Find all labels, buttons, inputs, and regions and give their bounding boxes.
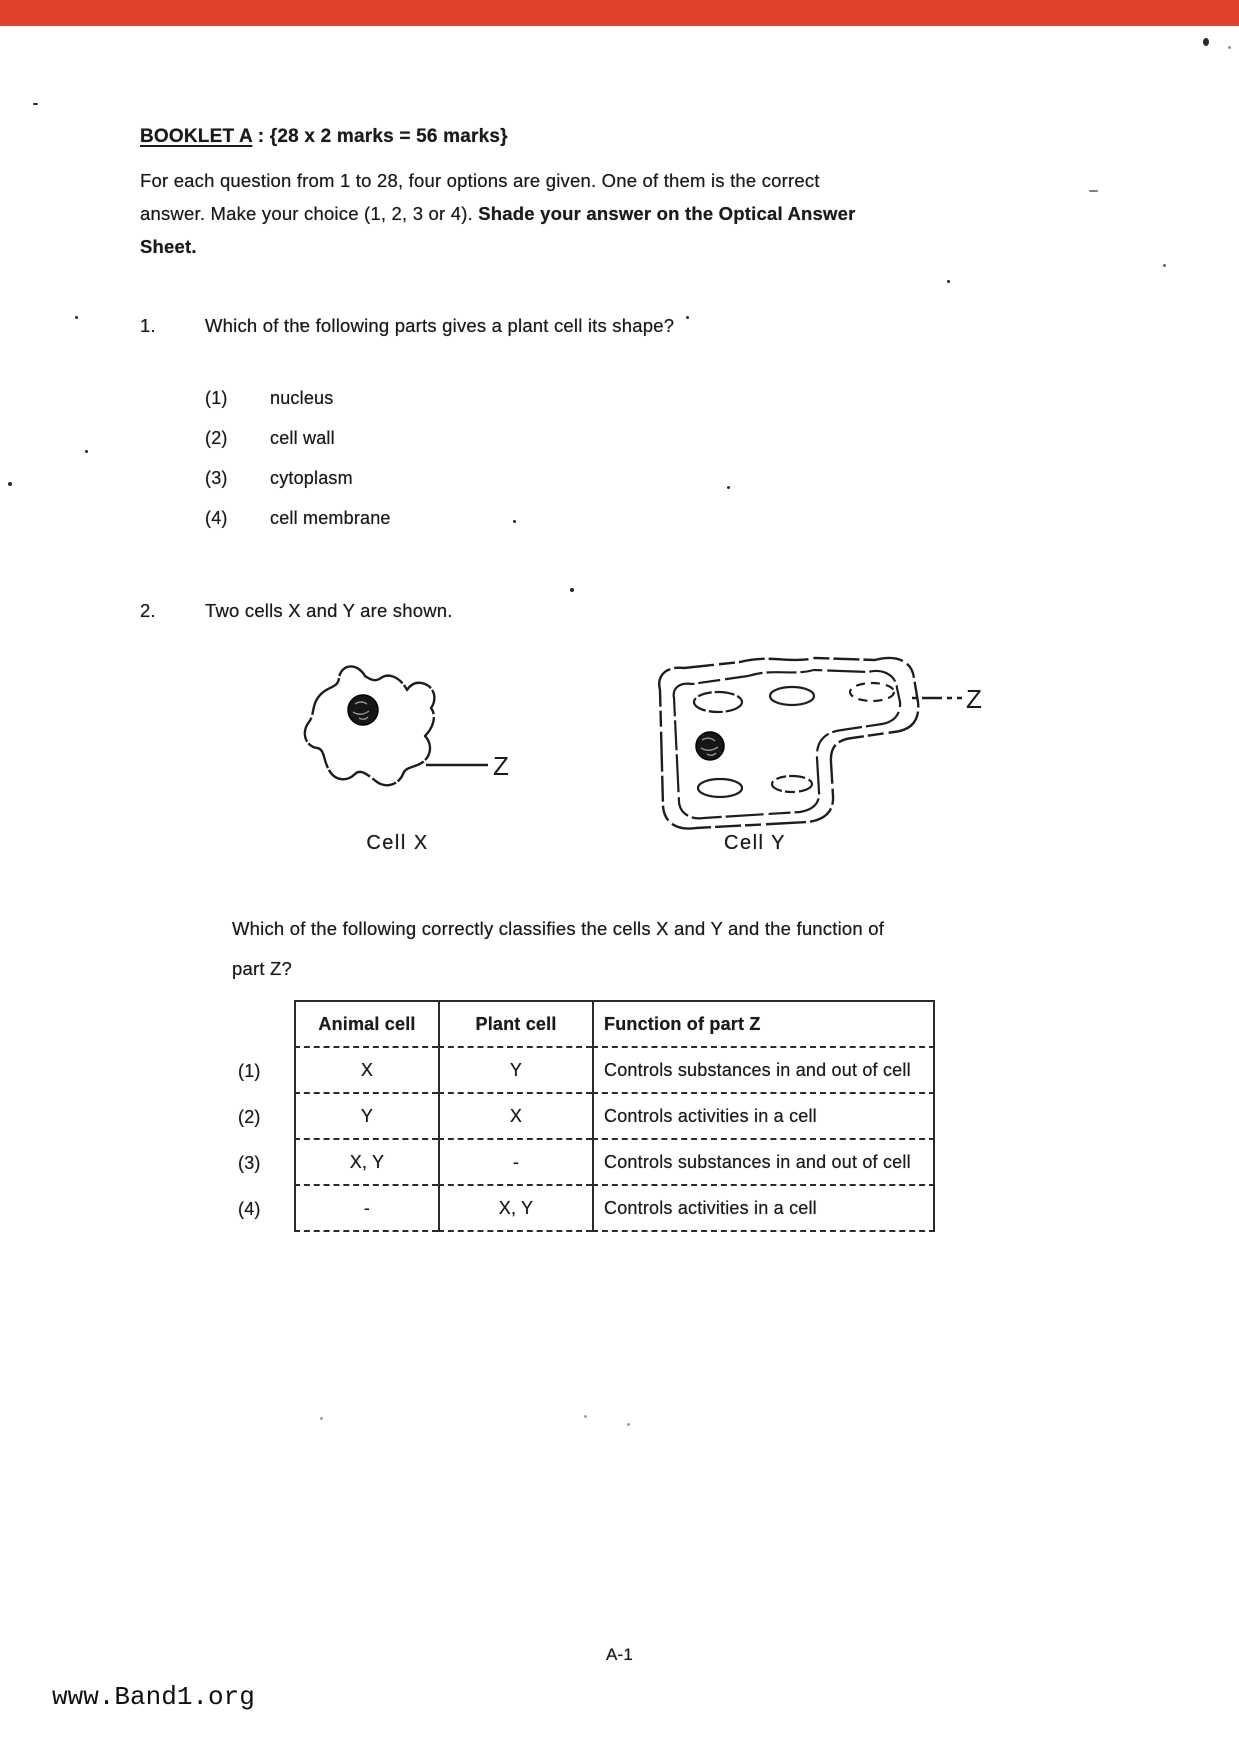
scan-speckle <box>1163 264 1166 267</box>
scan-speckle <box>33 103 38 105</box>
question1-text: Which of the following parts gives a plant cell its shape? <box>205 315 675 336</box>
row-plant-value: X <box>438 1094 592 1140</box>
row-option-num: (2) <box>238 1106 261 1127</box>
scan-speckle <box>8 482 12 486</box>
question2-subtext-line1: Which of the following correctly classifies the cells X and Y and the function of <box>232 918 885 939</box>
cell-x-nucleus <box>348 695 378 725</box>
instructions-line1: For each question from 1 to 28, four options are given. One of them is the correct <box>140 170 820 191</box>
row-function-value: Controls substances in and out of cell <box>592 1140 935 1186</box>
row-function-value: Controls activities in a cell <box>592 1186 935 1232</box>
q1-option4-label: cell membrane <box>270 508 391 528</box>
classification-table <box>238 1000 935 1232</box>
scan-speckle <box>727 486 730 489</box>
cell-x-diagram <box>285 648 510 833</box>
scan-speckle <box>570 588 574 592</box>
watermark-url: www.Band1.org <box>52 1682 255 1712</box>
row-option-num: (1) <box>238 1060 261 1081</box>
instructions-line2: answer. Make your choice (1, 2, 3 or 4). Shade your answer on the Optical Answer <box>140 203 856 224</box>
header-function: Function of part Z <box>592 1000 935 1048</box>
row-animal-value: X <box>294 1048 438 1094</box>
scan-speckle <box>320 1417 323 1420</box>
cell-y-caption: Cell Y <box>724 832 786 854</box>
scan-speckle <box>513 520 516 523</box>
row-plant-value: - <box>438 1140 592 1186</box>
row-function-value: Controls substances in and out of cell <box>592 1048 935 1094</box>
booklet-marks: : {28 x 2 marks = 56 marks} <box>252 126 508 147</box>
booklet-header <box>140 126 508 148</box>
table-row <box>238 1140 935 1186</box>
page-number: A-1 <box>605 1645 634 1664</box>
cell-y-part-z-label: Z <box>966 684 982 714</box>
cell-y-organelle <box>770 687 814 705</box>
scan-speckle <box>1203 38 1209 46</box>
table-row <box>238 1048 935 1094</box>
cell-y-organelle <box>850 683 894 701</box>
instructions-line3: Sheet. <box>140 236 197 257</box>
header-animal-cell: Animal cell <box>294 1000 438 1048</box>
question2-subtext-line2: part Z? <box>232 958 293 979</box>
cell-x-part-z-label: Z <box>493 751 509 781</box>
scan-speckle <box>75 316 78 319</box>
row-plant-value: Y <box>438 1048 592 1094</box>
header-plant-cell: Plant cell <box>438 1000 592 1048</box>
row-animal-value: - <box>294 1186 438 1232</box>
cell-y-organelle <box>772 776 812 792</box>
scan-speckle <box>686 316 689 319</box>
scan-speckle <box>1089 190 1098 192</box>
scan-speckle <box>947 280 950 283</box>
table-row <box>238 1094 935 1140</box>
scan-speckle <box>85 450 88 453</box>
table-header-row <box>238 1000 935 1048</box>
cell-x-caption: Cell X <box>366 832 429 854</box>
row-option-num: (3) <box>238 1152 261 1173</box>
row-option-num: (4) <box>238 1198 261 1219</box>
cell-y-organelle <box>694 692 742 712</box>
row-plant-value: X, Y <box>438 1186 592 1232</box>
question1-number: 1. <box>140 315 156 336</box>
row-function-value: Controls activities in a cell <box>592 1094 935 1140</box>
booklet-title: BOOKLET A <box>140 126 253 147</box>
q1-option4-num: (4) <box>205 508 228 528</box>
cell-y-organelle <box>698 779 742 797</box>
cell-x-membrane <box>305 666 435 785</box>
scan-speckle <box>627 1423 630 1426</box>
q1-option1-num: (1) <box>205 388 228 408</box>
scan-speckle <box>1228 46 1231 49</box>
q1-option3-label: cytoplasm <box>270 468 353 488</box>
cell-y-diagram <box>640 650 1005 835</box>
q1-option2-num: (2) <box>205 428 228 448</box>
scan-speckle <box>584 1415 587 1418</box>
q1-option3-num: (3) <box>205 468 228 488</box>
question2-text: Two cells X and Y are shown. <box>205 600 453 621</box>
q1-option2-label: cell wall <box>270 428 335 448</box>
instructions <box>140 164 1030 263</box>
row-animal-value: X, Y <box>294 1140 438 1186</box>
q1-option1-label: nucleus <box>270 388 334 408</box>
top-bar <box>0 0 1239 26</box>
table-row <box>238 1186 935 1232</box>
row-animal-value: Y <box>294 1094 438 1140</box>
question2-number: 2. <box>140 600 156 621</box>
